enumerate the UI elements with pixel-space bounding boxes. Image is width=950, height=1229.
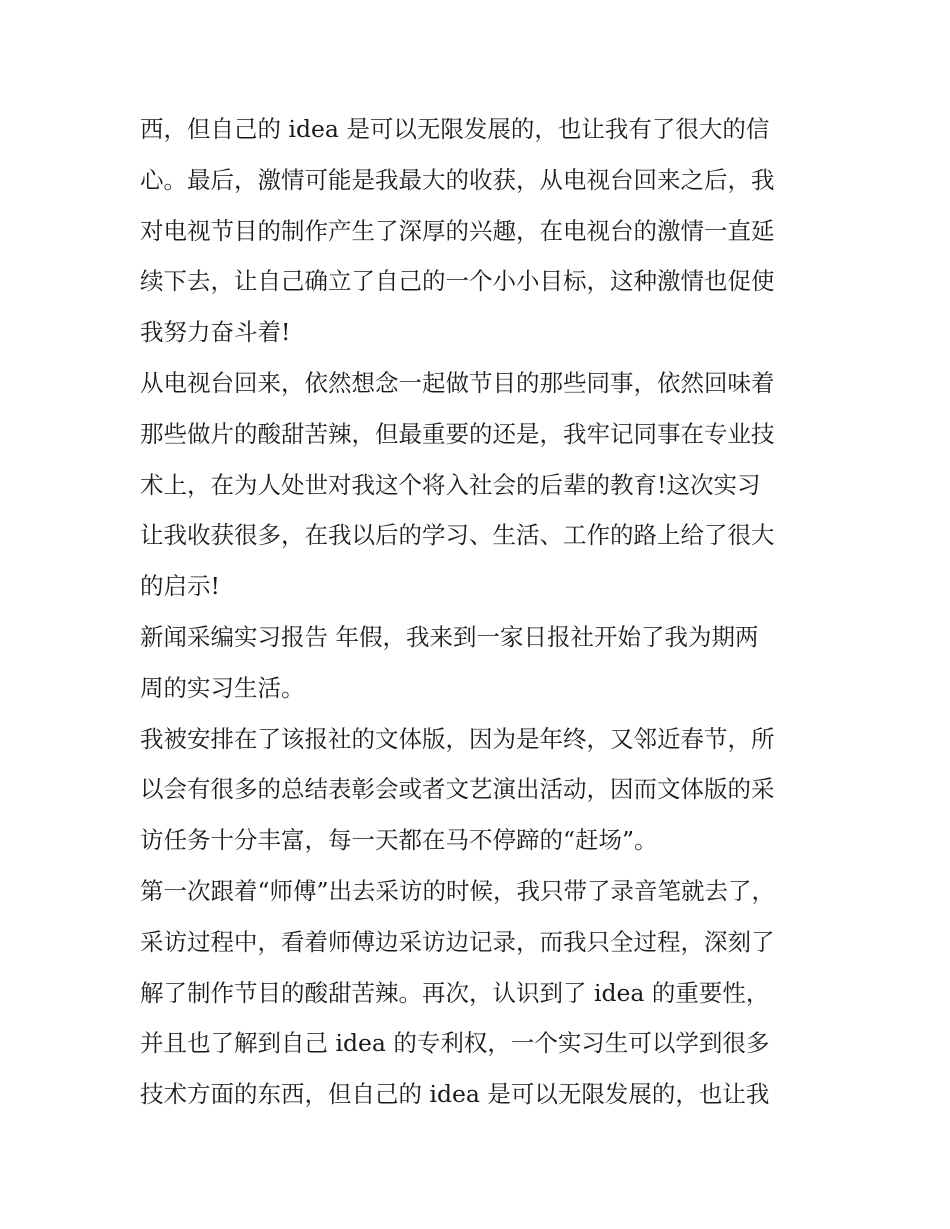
text-line: 并且也了解到自己 idea 的专利权，一个实习生可以学到很多	[140, 1029, 770, 1058]
text-line: 技术方面的东西，但自己的 idea 是可以无限发展的，也让我	[140, 1080, 770, 1109]
text-line: 的启示!	[140, 572, 220, 601]
text-line: 我被安排在了该报社的文体版，因为是年终，又邻近春节，所	[140, 724, 775, 753]
document-body	[140, 104, 820, 1120]
text-line: 西，但自己的 idea 是可以无限发展的，也让我有了很大的信	[140, 115, 770, 143]
text-line: 那些做片的酸甜苦辣，但最重要的还是，我牢记同事在专业技	[140, 419, 775, 448]
text-line: 采访过程中，看着师傅边采访边记录，而我只全过程，深刻了	[140, 927, 775, 956]
text-line: 访任务十分丰富，每一天都在马不停蹄的“赶场”。	[140, 826, 658, 855]
text-line: 对电视节目的制作产生了深厚的兴趣，在电视台的激情一直延	[140, 216, 775, 245]
text-line: 周的实习生活。	[140, 673, 305, 702]
text-line: 心。最后，激情可能是我最大的收获，从电视台回来之后，我	[140, 165, 775, 194]
text-line: 续下去，让自己确立了自己的一个小小目标，这种激情也促使	[140, 267, 775, 296]
text-line: 让我收获很多，在我以后的学习、生活、工作的路上给了很大	[140, 521, 775, 550]
text-line: 术上，在为人处世对我这个将入社会的后辈的教育!这次实习	[140, 470, 761, 499]
text-line: 第一次跟着“师傅”出去采访的时候，我只带了录音笔就去了，	[140, 876, 776, 905]
text-line: 新闻采编实习报告 年假，我来到一家日报社开始了我为期两	[140, 622, 759, 651]
text-line: 解了制作节目的酸甜苦辣。再次，认识到了 idea 的重要性，	[140, 978, 770, 1007]
text-line: 我努力奋斗着!	[140, 318, 291, 347]
text-line: 从电视台回来，依然想念一起做节目的那些同事，依然回味着	[140, 368, 775, 397]
text-line: 以会有很多的总结表彰会或者文艺演出活动，因而文体版的采	[140, 775, 775, 804]
